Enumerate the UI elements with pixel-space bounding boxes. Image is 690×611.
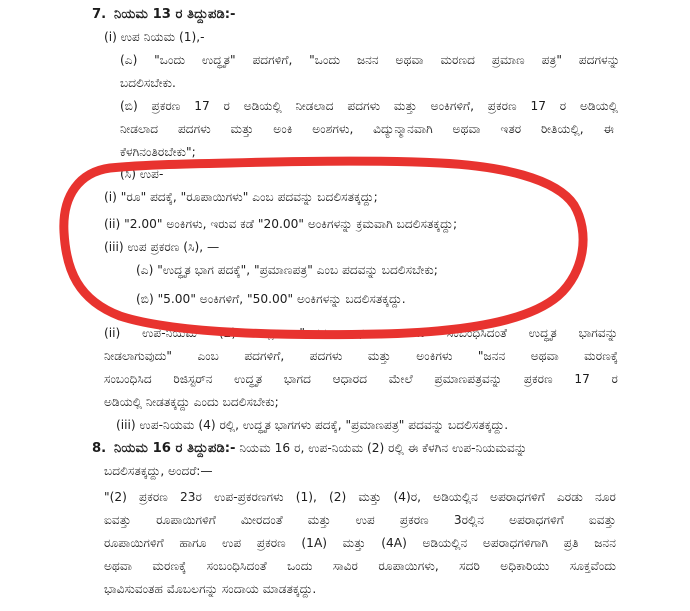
section-8-para-line-5: ಭಾವಿಸುವಂತಹ ಮೊಬಲಗನ್ನು ಸಂದಾಯ ಮಾಡತಕ್ಕದ್ದು. (104, 582, 317, 596)
circled-item-i: (i) "ರೂ" ಪದಕ್ಕೆ, "ರೂಪಾಯಿಗಳು" ಎಂಬ ಪದವನ್ನು ಬದಲಿಸತಕ್ಕದ್ದು; (104, 190, 378, 204)
clause-a-line-2: ಬದಲಿಸಬೇಕು. (120, 76, 176, 90)
section-7-title: ನಿಯಮ 13 ರ ತಿದ್ದುಪಡಿ:- (114, 7, 236, 22)
section-8-heading (92, 440, 527, 457)
clause-b-line-3: ಕೆಳಗಿನಂತಿರಬೇಕು"; (120, 145, 196, 159)
section-8-para-line-2: ಐವತ್ತು ರೂಪಾಯಿಗಳಿಗೆ ಮೀರದಂತೆ ಮತ್ತು ಉಪ ಪ್ರಕರಣ 3ರಲ್ಲಿನ ಅಪರಾಧಗಳಿಗೆ ಐವತ್ತು (104, 513, 616, 527)
circled-item-iii-b: (ಬಿ) "5.00" ಅಂಕಿಗಳಿಗೆ, "50.00" ಅಂಕಿಗಳನ್ನು ಬದಲಿಸತಕ್ಕದ್ದು. (136, 292, 406, 306)
clause-ii-line-4: ಅಡಿಯಲ್ಲಿ ನೀಡತಕ್ಕದ್ದು ಎಂದು ಬದಲಿಸಬೇಕು; (104, 395, 279, 409)
section-7-number: 7. (92, 7, 107, 22)
section-8-para-line-4: ಅಥವಾ ಮರಣಕ್ಕೆ ಸಂಬಂಧಿಸಿದಂತೆ ಒಂದು ಸಾವಿರ ರೂಪಾಯಿಗಳು, ಸದರಿ ಅಧಿಕಾರಿಯು ಸೂಕ್ತವೆಂದು (104, 559, 616, 573)
clause-ii-line-1: (ii) ಉಪ-ನಿಯಮ (2) ರಲ್ಲಿ, "ಜನನ ಅಥವಾ ಮರಣ ಸಂಬಂಧಿಸಿದಂತೆ ಉದ್ಧೃತ ಭಾಗವನ್ನು (104, 326, 618, 340)
section-8-intro-line-2: ಬದಲಿಸತಕ್ಕದ್ದು, ಅಂದರೆ:— (104, 464, 213, 478)
section-7-heading (92, 6, 236, 23)
section-8-para-line-1: "(2) ಪ್ರಕರಣ 23ರ ಉಪ-ಪ್ರಕರಣಗಳು (1), (2) ಮತ್ತು (4)ರ, ಅಡಿಯಲ್ಲಿನ ಅಪರಾಧಗಳಿಗೆ ಎರಡು ನೂರ (104, 490, 616, 504)
section-8-number: 8. (92, 441, 107, 456)
clause-ii-line-3: ಸಂಬಂಧಿಸಿದ ರಿಜಿಸ್ಟರ್‌ನ ಉದ್ಧೃತ ಭಾಗದ ಆಧಾರದ ಮೇಲೆ ಪ್ರಮಾಣಪತ್ರವನ್ನು ಪ್ರಕರಣ 17 ರ (104, 372, 618, 386)
clause-ii-line-2: ನೀಡಲಾಗುವುದು" ಎಂಬ ಪದಗಳಿಗೆ, ಪದಗಳು ಮತ್ತು ಅಂಕಿಗಳು "ಜನನ ಅಥವಾ ಮರಣಕ್ಕೆ (104, 349, 618, 363)
circled-item-iii-a: (ಎ) "ಉದ್ಧೃತ ಭಾಗ ಪದಕ್ಕೆ", "ಪ್ರಮಾಣಪತ್ರ" ಎಂಬ ಪದವನ್ನು ಬದಲಿಸಬೇಕು; (136, 263, 438, 277)
clause-c-line: (ಸಿ) ಉಪ- (120, 167, 164, 181)
clause-b-line-1: (ಬಿ) ಪ್ರಕರಣ 17 ರ ಅಡಿಯಲ್ಲಿ ನೀಡಲಾದ ಪದಗಳು ಮತ್ತು ಅಂಕಿಗಳಿಗೆ, ಪ್ರಕರಣ 17 ರ ಅಡಿಯಲ್ಲಿ (120, 99, 618, 113)
clause-b-line-2: ನೀಡಲಾದ ಪದಗಳು ಮತ್ತು ಅಂಕಿ ಅಂಶಗಳು, ವಿದ್ಯುನ್ಮಾನವಾಗಿ ಅಥವಾ ಇತರ ರೀತಿಯಲ್ಲಿ, ಈ (120, 122, 614, 136)
circled-item-iii: (iii) ಉಪ ಪ್ರಕರಣ (ಸಿ), — (104, 240, 220, 254)
circled-item-ii: (ii) "2.00" ಅಂಕಿಗಳು, ಇರುವ ಕಡೆ "20.00" ಅಂಕಿಗಳನ್ನು ಕ್ರಮವಾಗಿ ಬದಲಿಸತಕ್ಕದ್ದು; (104, 217, 458, 231)
section-8-title: ನಿಯಮ 16 ರ ತಿದ್ದುಪಡಿ:- (114, 441, 236, 456)
clause-i-intro: (i) ಉಪ ನಿಯಮ (1),- (104, 30, 205, 44)
clause-iii-line: (iii) ಉಪ-ನಿಯಮ (4) ರಲ್ಲಿ, ಉದ್ಧೃತ ಭಾಗಗಳು ಪದಕ್ಕೆ, "ಪ್ರಮಾಣಪತ್ರ" ಪದವನ್ನು ಬದಲಿಸತಕ್ಕದ್ದು. (116, 418, 509, 432)
section-8-intro: ನಿಯಮ 16 ರ, ಉಪ-ನಿಯಮ (2) ರಲ್ಲಿ ಈ ಕೆಳಗಿನ ಉಪ-ನಿಯಮವನ್ನು (235, 441, 528, 455)
section-8-para-line-3: ರೂಪಾಯಿಗಳಿಗೆ ಹಾಗೂ ಉಪ ಪ್ರಕರಣ (1A) ಮತ್ತು (4A) ಅಡಿಯಲ್ಲಿನ ಅಪರಾಧಗಳಿಗಾಗಿ ಪ್ರತಿ ಜನನ (104, 536, 616, 550)
clause-a-line-1: (ಎ) "ಒಂದು ಉದ್ಧೃತ" ಪದಗಳಿಗೆ, "ಒಂದು ಜನನ ಅಥವಾ ಮರಣದ ಪ್ರಮಾಣ ಪತ್ರ" ಪದಗಳನ್ನು (120, 53, 620, 67)
